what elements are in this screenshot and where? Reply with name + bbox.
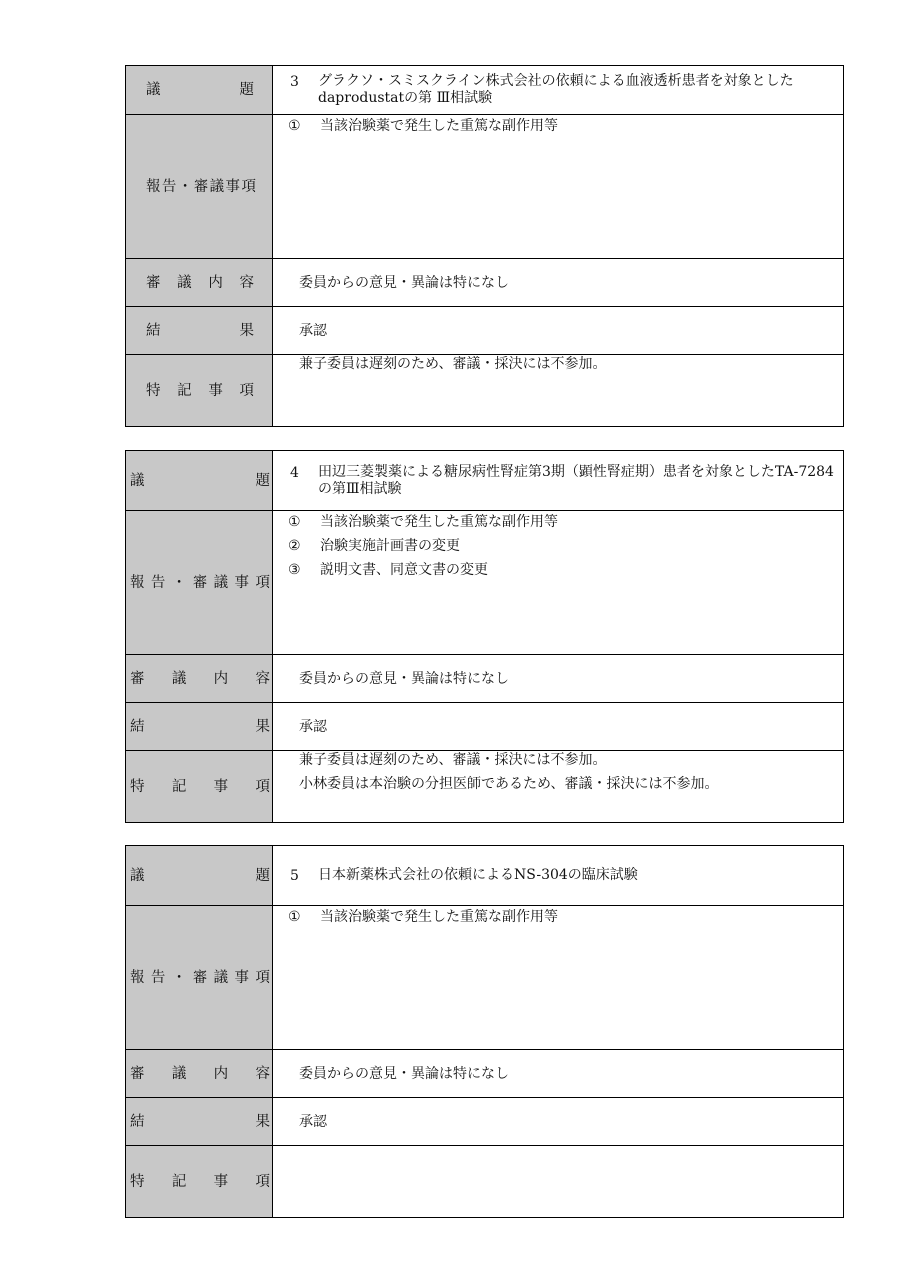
notes-cell (273, 355, 844, 427)
label-char: 項 (255, 969, 270, 986)
deliberation-text: 委員からの意見・異論は特になし (299, 274, 509, 291)
label-char: 審 (192, 574, 208, 591)
label-char: 特 (130, 778, 145, 795)
subject-cell (273, 846, 844, 906)
label-char: 審 (130, 670, 145, 687)
label-char: 報 (130, 969, 145, 986)
label-char: 項 (255, 574, 270, 591)
subject-number: 3 (290, 74, 299, 90)
label-char: 結 (130, 718, 145, 735)
label-char: 果 (255, 1113, 270, 1130)
subject-title: 日本新薬株式会社の依頼によるNS-304の臨床試験 (318, 866, 638, 883)
label-char: 記 (177, 382, 192, 399)
label-char: 結 (146, 322, 161, 339)
item-text: 当該治験薬で発生した重篤な副作用等 (320, 909, 558, 925)
label-char: 告 (150, 574, 166, 591)
label-char: 記 (171, 1173, 187, 1190)
label-notes (126, 751, 273, 823)
label-char: 容 (239, 274, 254, 291)
label-char: 審 (192, 969, 208, 986)
notes-cell (273, 1146, 844, 1218)
item-number: ① (288, 514, 301, 530)
item-number: ③ (288, 562, 301, 578)
label-char: 議 (213, 969, 229, 986)
item-text: 当該治験薬で発生した重篤な副作用等 (320, 118, 558, 134)
label-deliberation (126, 259, 273, 307)
label-char: 審 (146, 274, 161, 291)
label-char: ・ (171, 574, 187, 591)
note-line: 小林委員は本治験の分担医師であるため、審議・採決には不参加。 (299, 776, 719, 792)
label-subject (126, 66, 273, 115)
label-char: 審 (193, 178, 209, 195)
item-number: ① (288, 909, 301, 925)
label-char: 事 (208, 382, 223, 399)
label-char: 事 (234, 574, 250, 591)
label-char: 事 (225, 178, 241, 195)
label-char: 果 (239, 322, 254, 339)
label-char: 事 (213, 778, 229, 795)
item-text: 当該治験薬で発生した重篤な副作用等 (320, 514, 558, 530)
label-char: 内 (213, 670, 229, 687)
label-deliberation (126, 655, 273, 703)
item-text: 治験実施計画書の変更 (320, 538, 460, 554)
label-char: 項 (239, 382, 254, 399)
deliberation-text: 委員からの意見・異論は特になし (299, 670, 509, 687)
result-text: 承認 (299, 322, 327, 339)
subject-cell (273, 66, 844, 115)
label-report (126, 511, 273, 655)
label-char: 告 (150, 969, 166, 986)
record-table-3 (125, 65, 844, 427)
label-notes (126, 1146, 273, 1218)
subject-number: 4 (290, 464, 299, 481)
label-char: 果 (255, 718, 270, 735)
item-text: 説明文書、同意文書の変更 (320, 562, 488, 578)
label-report (126, 906, 273, 1050)
label-subject (126, 846, 273, 906)
label-deliberation (126, 1050, 273, 1098)
result-text: 承認 (299, 718, 327, 735)
label-char: ・ (171, 969, 187, 986)
label-char: 告 (161, 178, 177, 195)
label-char: 容 (255, 670, 270, 687)
label-char: 内 (208, 274, 223, 291)
label-char: 項 (255, 1173, 270, 1190)
label-char: 議 (130, 472, 145, 489)
note-line: 兼子委員は遅刻のため、審議・採決には不参加。 (299, 752, 607, 768)
label-char: 議 (209, 178, 225, 195)
label-char: 項 (241, 178, 256, 195)
label-report (126, 115, 273, 259)
label-char: 審 (130, 1065, 145, 1082)
report-item (288, 117, 843, 141)
label-notes (126, 355, 273, 427)
deliberation-text: 委員からの意見・異論は特になし (299, 1065, 509, 1082)
label-char: ・ (177, 178, 193, 195)
subject-number: 5 (290, 867, 299, 884)
report-cell (273, 115, 844, 259)
label-char: 記 (171, 778, 187, 795)
label-char: 報 (146, 178, 161, 195)
item-number: ② (288, 538, 301, 554)
notes-cell (273, 751, 844, 823)
label-char: 題 (255, 472, 270, 489)
result-cell (273, 703, 844, 751)
label-char: 項 (255, 778, 270, 795)
label-char: 題 (255, 867, 270, 884)
report-item (288, 537, 843, 561)
label-char: 議 (130, 867, 145, 884)
label-char: 議 (146, 82, 161, 98)
report-cell (273, 906, 844, 1050)
label-char: 特 (130, 1173, 145, 1190)
label-char: 事 (234, 969, 250, 986)
item-number: ① (288, 118, 301, 134)
subject-title: 田辺三菱製薬による糖尿病性腎症第3期（顕性腎症期）患者を対象としたTA-7284の第Ⅲ相試験 (318, 463, 834, 497)
label-char: 結 (130, 1113, 145, 1130)
label-char: 特 (146, 382, 161, 399)
label-char: 議 (171, 670, 187, 687)
result-cell (273, 307, 844, 355)
report-cell (273, 511, 844, 655)
label-char: 題 (239, 82, 254, 98)
label-char: 事 (213, 1173, 229, 1190)
deliberation-cell (273, 259, 844, 307)
label-result (126, 703, 273, 751)
label-result (126, 1098, 273, 1146)
label-char: 議 (177, 274, 192, 291)
record-table-5 (125, 845, 844, 1218)
result-cell (273, 1098, 844, 1146)
subject-title: グラクソ・スミスクライン株式会社の依頼による血液透析患者を対象とした daprodustatの第 Ⅲ相試験 (318, 73, 794, 106)
result-text: 承認 (299, 1113, 327, 1130)
label-char: 議 (171, 1065, 187, 1082)
deliberation-cell (273, 655, 844, 703)
label-char: 報 (130, 574, 145, 591)
label-char: 議 (213, 574, 229, 591)
report-item (288, 908, 843, 932)
label-subject (126, 451, 273, 511)
report-item (288, 561, 843, 585)
report-item (288, 513, 843, 537)
deliberation-cell (273, 1050, 844, 1098)
subject-cell (273, 451, 844, 511)
note-line: 兼子委員は遅刻のため、審議・採決には不参加。 (299, 356, 607, 372)
record-table-4 (125, 450, 844, 823)
label-char: 内 (213, 1065, 229, 1082)
label-char: 容 (255, 1065, 270, 1082)
label-result (126, 307, 273, 355)
